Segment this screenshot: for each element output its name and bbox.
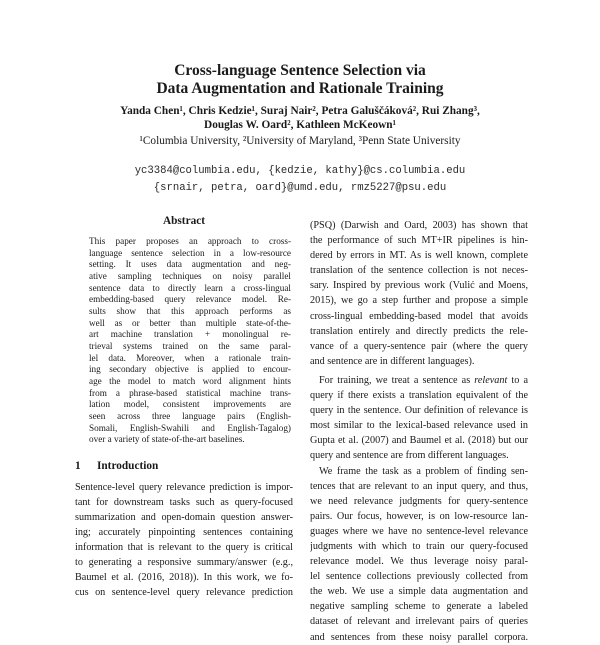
authors-line-1: Yanda Chen¹, Chris Kedzie¹, Suraj Nair², Petra Galuščáková², Rui Zhang³, <box>120 105 480 117</box>
body-line: cus on sentence-level query relevance prediction <box>75 587 293 599</box>
body-line: Baumel et al. (2016, 2018)). In this work, we fo- <box>75 572 293 584</box>
body-line: 2015), we go a step further and propose a simple <box>310 295 528 307</box>
abstract-heading: Abstract <box>162 215 206 227</box>
abstract-line: lation model, consistent improvements are <box>89 399 291 410</box>
abstract-line: language sentence selection in a low-resource <box>89 247 291 258</box>
abstract-body <box>75 236 293 446</box>
abstract-line: sentence data to directly learn a cross-lingual <box>89 282 291 293</box>
body-line: tences that are relevant to an input query, and thus, <box>310 480 528 492</box>
paragraph-1 <box>310 218 528 369</box>
body-line: relevance model. We thus leverage noisy paral- <box>310 556 528 568</box>
body-line: lel sentence collections previously collected from <box>310 571 528 583</box>
authors-line-2: Douglas W. Oard², Kathleen McKeown¹ <box>204 119 396 131</box>
body-line: pairs. Our focus, however, is on low-resource lan- <box>310 510 528 522</box>
title-line-1: Cross-language Sentence Selection via <box>174 62 426 79</box>
body-line: and sentences from these noisy parallel corpora. <box>310 631 528 643</box>
section-title: Introduction <box>97 459 159 472</box>
abstract-line: well as or better than multiple state-of-the- <box>89 317 291 328</box>
body-line: Gupta et al. (2007) and Baumel et al. (2018) but our <box>310 435 528 447</box>
text-run: For training, we treat a sentence as <box>319 374 475 386</box>
abstract-line: seen across three language pairs (English- <box>89 410 291 421</box>
body-line: dataset of relevant and irrelevant pairs of queries <box>310 616 528 628</box>
body-line: query and sentence are from different languages. <box>310 450 509 462</box>
emails-line-1: yc3384@columbia.edu, {kedzie, kathy}@cs.columbia.edu <box>134 165 466 177</box>
abstract-line: over a variety of state-of-the-art baselines. <box>89 434 245 445</box>
body-line: vance of a query-sentence pair (where the query <box>310 340 528 352</box>
body-line: query if there exists a translation equivalent of the <box>310 390 528 402</box>
paragraph-2 <box>310 373 528 645</box>
body-line: and sentence are in different languages). <box>310 355 475 367</box>
body-line: judgments with which to train our query-focused <box>310 540 528 552</box>
body-line: query in the sentence. Our definition of relevance is <box>310 405 528 417</box>
body-line: Sentence-level query relevance prediction is impor- <box>75 481 293 493</box>
abstract-line: sults show that this approach performs as <box>89 305 291 316</box>
body-line: summarization and open-domain question answer- <box>75 512 293 523</box>
section-number: 1 <box>75 459 81 472</box>
body-line: sary. Inspired by previous work (Vulić and Moens, <box>310 280 528 292</box>
abstract-line: ative sampling techniques on noisy parallel <box>89 270 291 281</box>
abstract-line: This paper proposes an approach to cross- <box>89 236 291 246</box>
abstract-line: from a phrase-based statistical machine trans- <box>89 387 291 398</box>
abstract-line: Somali, English-Swahili and English-Tagalog) <box>89 422 291 433</box>
right-column <box>310 218 528 645</box>
body-line: to generating a responsive summary/answer (e.g., <box>75 557 293 569</box>
emails-line-2: {srnair, petra, oard}@umd.edu, rmz5227@psu.edu <box>153 182 447 194</box>
affiliations: ¹Columbia University, ²University of Maryland, ³Penn State University <box>139 135 461 147</box>
body-line: tant for downstream tasks such as query-focused <box>75 496 293 508</box>
email-block <box>0 163 600 197</box>
left-column <box>75 214 293 601</box>
emphasized-term: relevant <box>474 374 508 386</box>
body-line: ing; accurately pinpointing sentences containing <box>75 527 293 539</box>
abstract-line: lel data. Moreover, when a rationale train- <box>89 352 291 363</box>
body-line: most similar to the lexical-based relevance used in <box>310 420 528 432</box>
body-line: we need relevance judgments for query-sentence <box>310 495 528 507</box>
section-heading-introduction <box>75 459 293 473</box>
body-line: translation entirely and directly predicts the rele- <box>310 325 528 337</box>
abstract-line: age the model to match word alignment hints <box>89 375 291 386</box>
abstract-line: ing secondary objective is applied to encour- <box>89 364 291 375</box>
body-line: the web. We use a simple data augmentation and <box>310 586 528 598</box>
body-line: translation of the sentence collection is not neces- <box>310 265 528 277</box>
body-line: guages where we have no sentence-level relevance <box>310 525 528 537</box>
body-line: We frame the task as a problem of finding sen- <box>319 465 528 477</box>
abstract-line: art machine translation + monolingual re- <box>89 329 291 340</box>
abstract-line: trieval systems trained on the same paral- <box>89 340 291 351</box>
author-list <box>0 104 600 132</box>
body-line: the performance of such MT+IR pipelines is hin- <box>310 235 528 247</box>
body-line <box>310 373 528 388</box>
body-line: information that is relevant to the query is critical <box>75 542 293 554</box>
abstract-line: setting. It uses data augmentation and neg- <box>89 259 291 270</box>
paper-title <box>0 62 600 98</box>
body-line: dered by errors in MT. As is well known, complete <box>310 250 528 262</box>
body-line: negative sampling scheme to generate a labeled <box>310 601 528 613</box>
introduction-body <box>75 480 293 601</box>
body-line: (PSQ) (Darwish and Oard, 2003) has shown that <box>310 220 528 231</box>
abstract-line: embedding-based query relevance model. Re- <box>89 294 291 305</box>
text-run: to a <box>507 374 528 386</box>
body-line: cross-lingual embedding-based model that avoids <box>310 310 528 322</box>
title-line-2: Data Augmentation and Rationale Training <box>156 80 444 97</box>
